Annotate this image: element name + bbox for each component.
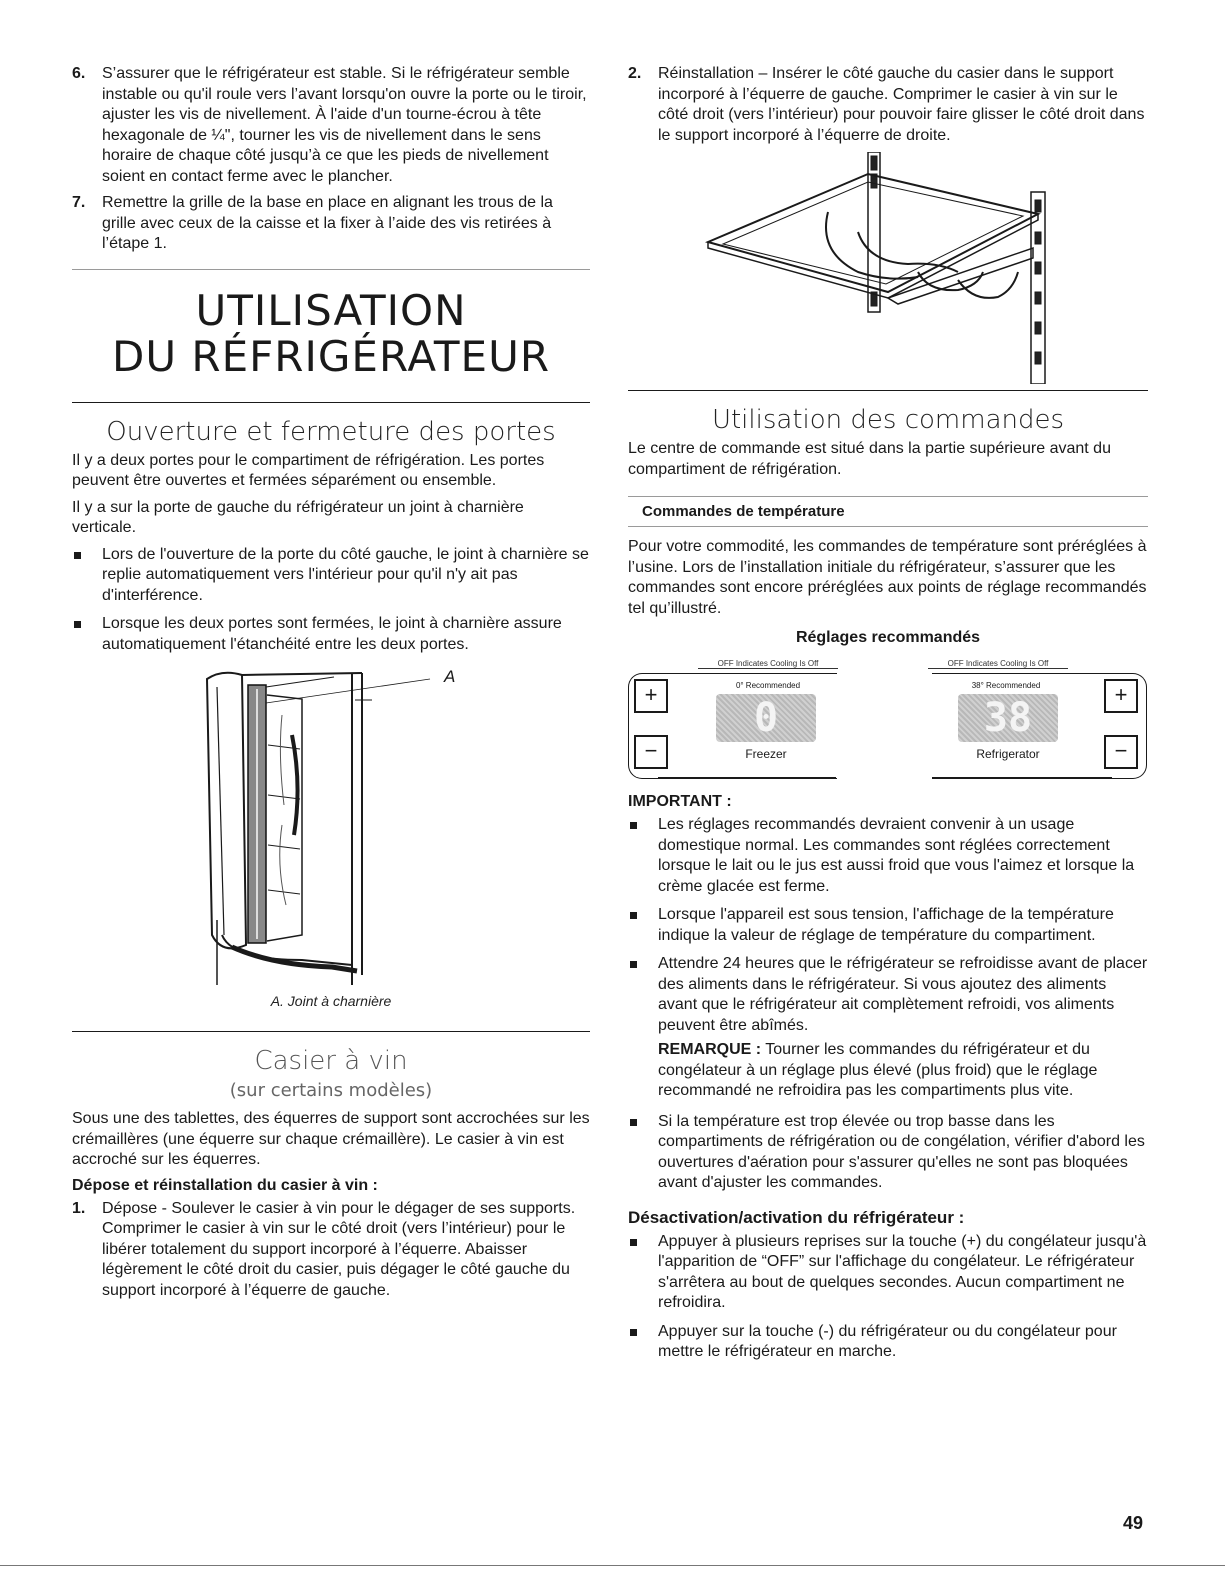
important-heading: IMPORTANT : (628, 793, 732, 810)
chapter-title-line2: DU RÉFRIGÉRATEUR (111, 331, 551, 381)
refrigerator-label: Refrigerator (976, 747, 1040, 761)
chapter-title-line1: UTILISATION (195, 285, 467, 335)
bullet-square-icon (630, 1329, 637, 1336)
important-bullet (628, 905, 1148, 946)
bullet-square-icon (74, 552, 81, 559)
temperature-paragraph: Pour votre commodité, les commandes de température sont préréglées à l’usine. Lors de l’installation initiale du réfrigérateur, s’assurer que les commandes sont encore préréglées aux points de réglage recommandés tel qu’illustré. (628, 538, 1147, 617)
bullet-text: Appuyer sur la touche (-) du réfrigérateur ou du congélateur pour mettre le réfrigérateur en marche. (658, 1322, 1117, 1360)
refrigerator-minus-button[interactable]: − (1104, 735, 1138, 769)
doors-bullet (72, 614, 590, 655)
note-text: Tourner les commandes du réfrigérateur et du congélateur à un réglage plus élevé (plus froid) que le réglage recommandé ne refroidira pas les compartiments plus vite. (658, 1041, 1098, 1099)
step-number: 6. (72, 65, 86, 82)
freezer-recommended-label: 0° Recommended (735, 681, 801, 690)
on-off-bullet (628, 1322, 1148, 1363)
freezer-display (716, 694, 816, 742)
doors-bullet (72, 545, 590, 607)
bullet-square-icon (630, 822, 637, 829)
on-off-bullet (628, 1232, 1148, 1314)
fridge-door-figure (72, 665, 590, 985)
wine-step-2 (628, 64, 1148, 146)
section-title-controls: Utilisation des commandes (711, 405, 1065, 435)
bullet-text: Appuyer à plusieurs reprises sur la touche (+) du congélateur jusqu'à l'apparition de “OFF” sur l'affichage du congélateur. Le réfrigérateur s'arrêtera au bout de quelques secondes. Aucun compartiment ne refroidira. (658, 1232, 1147, 1311)
divider (628, 390, 1148, 391)
step-text: Remettre la grille de la base en place en alignant les trous de la grille avec ceux de la caisse et la fixer à l’aide des vis retirées à l’étape 1. (102, 194, 553, 252)
step-text: S’assurer que le réfrigérateur est stable. Si le réfrigérateur semble instable ou qu'il roule vers l’avant lorsqu'on ouvre la porte ou le tiroir, ajuster les vis de nivellement. À l'aide d'un tourne-écrou à tête hexagonale de ¼", tourner les vis de nivellement dans le sens horaire de chaque côté jusqu’à ce que les pieds de nivellement soient en contact ferme avec le plancher. (102, 65, 587, 185)
step-text: Réinstallation – Insérer le côté gauche du casier dans le support incorporé à l’équerre de gauche. Comprimer le casier à vin sur le côté droit (vers l’intérieur) pour pouvoir faire glisser le côté droit dans le support incorporé à l’équerre de droite. (658, 65, 1145, 144)
page-number: 49 (1122, 1513, 1143, 1533)
right-column (628, 64, 1148, 1371)
wine-paragraph: Sous une des tablettes, des équerres de support sont accrochées sur les crémaillères (une équerre sur chaque crémaillère). Le casier à vin est accroché sur les équerres. (72, 1110, 590, 1168)
bullet-square-icon (630, 961, 637, 968)
left-column (72, 64, 590, 1307)
bullet-text: Les réglages recommandés devraient convenir à un usage domestique normal. Les commandes sont réglées correctement lorsque le lait ou le jus est aussi froid que vous l'aimez et lorsque la crème glacée est ferme. (658, 816, 1135, 895)
step-number: 1. (72, 1199, 86, 1217)
freezer-temperature-value: 0 (753, 695, 779, 741)
divider (658, 777, 836, 778)
refrigerator-recommended-label: 38° Recommended (971, 681, 1041, 690)
freezer-off-note: OFF Indicates Cooling Is Off (698, 659, 838, 669)
freezer-label: Freezer (745, 747, 787, 761)
figure-label-a: A (444, 667, 456, 686)
bullet-square-icon (630, 1239, 637, 1246)
section-title-doors: Ouverture et fermeture des portes (106, 416, 556, 447)
freezer-minus-button[interactable]: − (634, 735, 668, 769)
important-bullet (628, 954, 1148, 1036)
divider (932, 777, 1112, 778)
bullet-text: Lorsque les deux portes sont fermées, le joint à charnière assure automatiquement l'étanchéité entre les deux portes. (102, 615, 562, 653)
divider (72, 402, 590, 403)
doors-paragraph-2: Il y a sur la porte de gauche du réfrigérateur un joint à charnière verticale. (72, 498, 524, 536)
step-7 (72, 193, 590, 255)
section-subtitle: (sur certains modèles) (229, 1080, 433, 1101)
refrigerator-plus-button[interactable]: + (1104, 679, 1138, 713)
step-6 (72, 64, 590, 187)
wine-rack-figure (628, 152, 1148, 384)
bullet-square-icon (630, 912, 637, 919)
recommended-settings-heading: Réglages recommandés (795, 629, 981, 646)
wine-removal-heading: Dépose et réinstallation du casier à vin : (72, 1176, 378, 1194)
figure-caption: A. Joint à charnière (270, 993, 392, 1009)
refrigerator-display (958, 694, 1058, 742)
wine-rack-illustration (628, 152, 1148, 384)
refrigerator-temperature-value: 38 (983, 695, 1033, 741)
bottom-border (0, 1565, 1225, 1566)
note-label: REMARQUE : (658, 1041, 762, 1058)
control-panel (628, 659, 1148, 779)
bullet-text: Attendre 24 heures que le réfrigérateur se refroidisse avant de placer des aliments dans le réfrigérateur. Si vous ajoutez des aliments avant que le réfrigérateur ait complètement refroidi, vos aliments peuvent être abîmés. (658, 955, 1148, 1034)
section-title-wine-rack: Casier à vin (254, 1046, 408, 1076)
doors-paragraph-1: Il y a deux portes pour le compartiment de réfrigération. Les portes peuvent être ouvertes et fermées séparément ou ensemble. (72, 451, 545, 489)
divider (72, 1031, 590, 1032)
wine-step-1 (72, 1199, 590, 1302)
step-text: Dépose - Soulever le casier à vin pour le dégager de ses supports. Comprimer le casier à vin sur le côté droit (vers l’intérieur) pour le libérer totalement du support incorporé à l’équerre. Abaisser légèrement le côté droit du casier, puis dégager le côté gauche du support incorporé à l’équerre de gauche. (102, 1199, 576, 1299)
refrigerator-off-note: OFF Indicates Cooling Is Off (928, 659, 1068, 669)
bullet-text: Si la température est trop élevée ou trop basse dans les compartiments de réfrigération ou de congélation, vérifier d'abord les ouvertures d'aération pour s'assurer qu'elles ne sont pas bloquées avant d'ajuster les commandes. (658, 1112, 1145, 1191)
temperature-controls-heading: Commandes de température (628, 496, 1148, 527)
freezer-plus-button[interactable]: + (634, 679, 668, 713)
important-bullet (628, 1112, 1148, 1194)
bullet-square-icon (630, 1119, 637, 1126)
step-number: 7. (72, 194, 86, 211)
bullet-text: Lorsque l'appareil est sous tension, l'affichage de la température indique la valeur de réglage de température du compartiment. (658, 906, 1114, 944)
divider (72, 269, 590, 270)
step-number: 2. (628, 65, 642, 82)
note-paragraph (628, 1040, 1148, 1102)
controls-paragraph: Le centre de commande est situé dans la partie supérieure avant du compartiment de réfrigération. (628, 440, 1111, 478)
bullet-square-icon (74, 621, 81, 628)
chapter-title (72, 285, 590, 381)
on-off-heading: Désactivation/activation du réfrigérateur : (628, 1207, 965, 1227)
important-bullet (628, 815, 1148, 897)
fridge-door-illustration (72, 665, 590, 985)
bullet-text: Lors de l'ouverture de la porte du côté gauche, le joint à charnière se replie automatiquement vers l'intérieur pour qu'il n'y ait pas d'interférence. (102, 545, 589, 604)
